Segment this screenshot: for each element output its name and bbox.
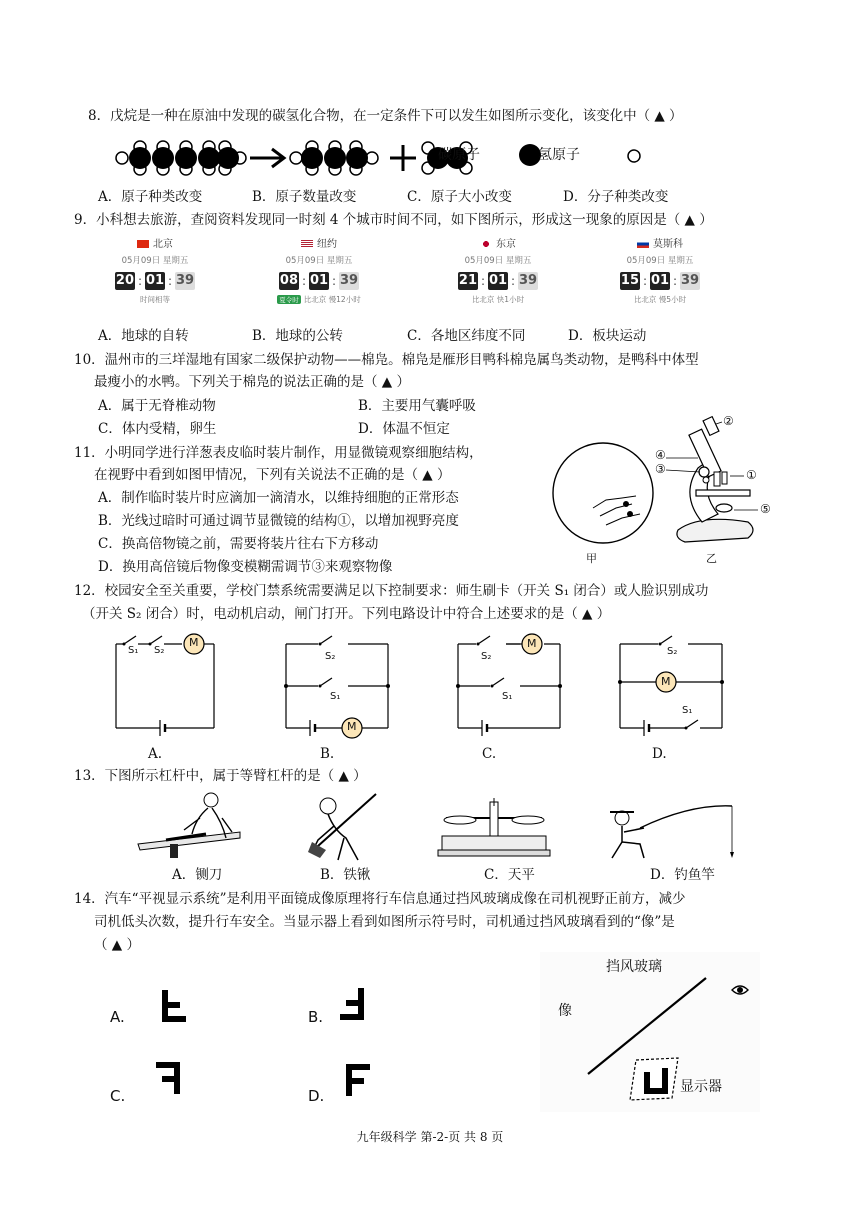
circuit-b-motor: M: [347, 720, 357, 733]
legend-hydrogen-label: 氢原子: [538, 147, 580, 163]
hydrogen-legend-icon: [628, 150, 640, 162]
fig-jia-label: 甲: [586, 552, 597, 565]
balance-scale-image: [436, 796, 552, 858]
q10-option-b: B．主要用气囊呼吸: [358, 398, 476, 414]
q14-option-c-symbol: [154, 1060, 184, 1096]
q11-option-b: B．光线过暗时可通过调节显微镜的结构①，以增加视野亮度: [98, 513, 459, 529]
circuit-a-s1: S₁: [128, 645, 139, 656]
q14-option-a-symbol: [158, 988, 188, 1024]
q11-option-c: C．换高倍物镜之前，需要将装片往右下方移动: [98, 536, 379, 552]
circuit-c-motor: M: [527, 637, 537, 650]
clock-tokyo: 东京 05月09日 星期五 21 : 01 : 39 比北京 快1小时: [458, 239, 538, 304]
q14-option-d-label: D.: [308, 1087, 325, 1105]
circuit-b-s1: S₁: [330, 691, 341, 702]
q13-option-a: A．铡刀: [172, 867, 223, 883]
guillotine-cutter-image: [136, 788, 248, 862]
q12-option-b: B.: [320, 746, 335, 762]
display-label: 显示器: [680, 1079, 722, 1095]
shovel-image: [298, 790, 384, 864]
q14-option-c-label: C.: [110, 1087, 126, 1105]
circuit-d-s2: S₂: [667, 646, 678, 657]
q8-option-d: D．分子种类改变: [563, 189, 669, 205]
label-5: ⑤: [760, 502, 771, 516]
flag-icon: [137, 240, 149, 248]
q10-stem-line2: 最瘦小的水鸭。下列关于棉凫的说法正确的是（ ▲ ）: [94, 374, 410, 390]
q8-option-c: C．原子大小改变: [407, 189, 512, 205]
page-footer: 九年级科学 第-2-页 共 8 页: [356, 1130, 504, 1144]
circuit-a-motor: M: [189, 636, 199, 649]
q12-stem-line2: （开关 S₂ 闭合）时，电动机启动，闸门打开。下列电路设计中符合上述要求的是（ ▲ ）: [82, 606, 611, 622]
q13-option-c: C．天平: [484, 867, 535, 883]
q10-stem-line1: 10．温州市的三垟湿地有国家二级保护动物——棉凫。棉凫是雁形目鸭科棉凫属鸟类动物，是鸭科中体型: [74, 352, 699, 368]
label-4: ④: [655, 448, 666, 462]
q9-option-a: A．地球的自转: [98, 328, 189, 344]
clock-moscow: 莫斯科 05月09日 星期五 15 : 01 : 39 比北京 慢5小时: [620, 239, 700, 304]
q14-stem-line1: 14．汽车“平视显示系统”是利用平面镜成像原理将行车信息通过挡风玻璃成像在司机视野正前方，减少: [74, 891, 686, 907]
hud-diagram: [540, 952, 760, 1112]
q12-option-d: D.: [652, 746, 667, 762]
circuit-c-s1: S₁: [502, 691, 513, 702]
q11-stem-line2: 在视野中看到如图甲情况，下列有关说法不正确的是（ ▲ ）: [94, 467, 451, 483]
flag-icon: [301, 240, 313, 248]
fig-yi-label: 乙: [706, 552, 717, 565]
flag-icon: [480, 240, 492, 248]
q14-option-a-label: A.: [110, 1008, 125, 1026]
windshield-label: 挡风玻璃: [606, 959, 662, 975]
q14-stem-line2: 司机低头次数，提升行车安全。当显示器上看到如图所示符号时，司机通过挡风玻璃看到的“像”是: [94, 914, 675, 930]
fishing-rod-image: [600, 798, 740, 864]
circuit-a-s2: S₂: [154, 645, 165, 656]
q9-stem: 9．小科想去旅游，查阅资料发现同一时刻 4 个城市时间不同，如下图所示，形成这一现象的原因是（ ▲ ）: [74, 212, 713, 228]
q11-option-a: A．制作临时装片时应滴加一滴清水，以维持细胞的正常形态: [98, 490, 459, 506]
microscope-figure: [640, 410, 780, 550]
q14-option-b-symbol: [338, 986, 368, 1022]
q12-option-a: A.: [148, 746, 163, 762]
circuit-b-s2: S₂: [325, 651, 336, 662]
q8-stem: 8．戊烷是一种在原油中发现的碳氢化合物，在一定条件下可以发生如图所示变化，该变化中（ ▲ ）: [88, 108, 683, 124]
circuit-a: [110, 630, 220, 740]
circuit-c: [454, 632, 566, 742]
q13-stem: 13．下图所示杠杆中，属于等臂杠杆的是（ ▲ ）: [74, 768, 367, 784]
circuit-c-s2: S₂: [481, 651, 492, 662]
q13-option-b: B．铁锹: [320, 867, 371, 883]
q11-stem-line1: 11．小明同学进行洋葱表皮临时装片制作，用显微镜观察细胞结构，: [74, 445, 483, 461]
q10-option-d: D．体温不恒定: [358, 421, 450, 437]
q9-option-d: D．板块运动: [568, 328, 647, 344]
q13-option-d: D．钓鱼竿: [650, 867, 715, 883]
q10-option-a: A．属于无脊椎动物: [98, 398, 216, 414]
q14-option-d-symbol: [342, 1062, 372, 1098]
clock-new-york: 纽约 05月09日 星期五 08 : 01 : 39 夏令时 比北京 慢12小时: [279, 239, 361, 304]
pentane-molecule: [116, 141, 246, 175]
label-2: ②: [723, 414, 734, 428]
q8-option-a: A．原子种类改变: [98, 189, 203, 205]
product-molecule-1: [290, 141, 378, 175]
legend-carbon-label: 碳原子: [438, 147, 480, 163]
circuit-d-motor: M: [661, 675, 671, 688]
clock-beijing: 北京 05月09日 星期五 20 : 01 : 39 时间相等: [115, 239, 195, 304]
label-3: ③: [655, 462, 666, 476]
q9-option-b: B．地球的公转: [252, 328, 343, 344]
q8-molecule-diagram: [110, 134, 720, 180]
label-1: ①: [746, 468, 757, 482]
image-label: 像: [558, 1003, 572, 1019]
flag-icon: [637, 240, 649, 248]
q11-option-d: D．换用高倍镜后物像变模糊需调节③来观察物像: [98, 559, 393, 575]
q8-option-b: B．原子数量改变: [252, 189, 357, 205]
circuit-d-s1: S₁: [682, 705, 693, 716]
circuit-b: [282, 632, 394, 742]
q14-option-b-label: B.: [308, 1008, 324, 1026]
q10-option-c: C．体内受精，卵生: [98, 421, 217, 437]
q9-option-c: C．各地区纬度不同: [407, 328, 526, 344]
q14-stem-line3: （ ▲ ）: [94, 937, 140, 953]
hud-figure: [540, 952, 760, 1112]
q12-stem-line1: 12．校园安全至关重要，学校门禁系统需要满足以下控制要求：师生刷卡（开关 S₁ 闭合）或人脸识别成功: [74, 583, 709, 599]
q12-option-c: C.: [482, 746, 497, 762]
